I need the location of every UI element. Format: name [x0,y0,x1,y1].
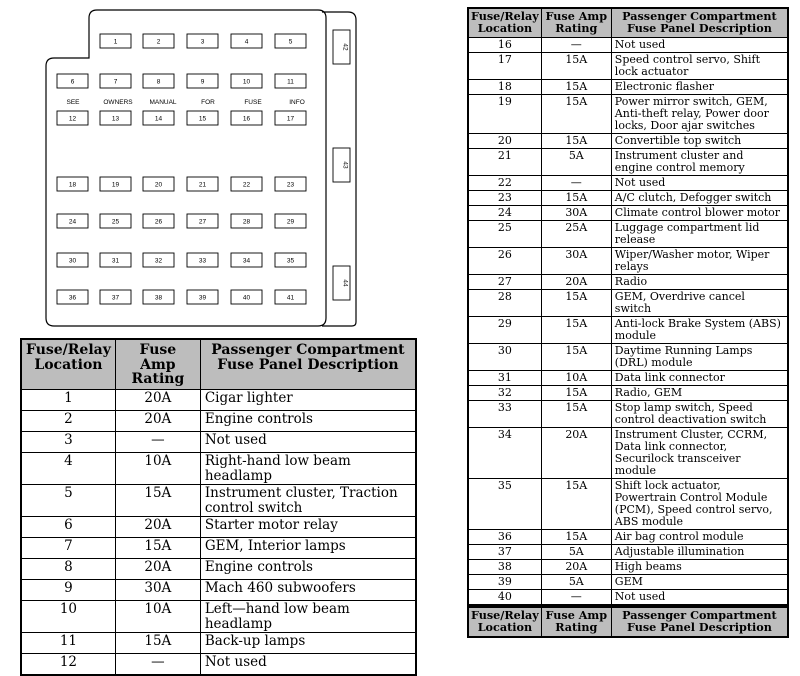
fuse-slot-27 [187,214,218,228]
fuse-number: 27 [198,218,207,226]
table-row [468,274,788,289]
fuse-slot-3 [187,34,218,48]
cell-location: 10 [21,601,115,633]
cell-location: 24 [468,205,541,220]
diagram-note-word: INFO [289,99,305,106]
table-header-row [468,8,788,37]
fuse-slot-14 [143,111,174,125]
fuse-slot-42 [333,30,350,64]
cell-location: 27 [468,274,541,289]
fuse-slot-38 [143,290,174,304]
header-description: Passenger Compartment Fuse Panel Description [200,339,416,390]
fuse-number: 43 [341,161,349,169]
cell-description: Engine controls [200,411,416,432]
cell-location: 26 [468,247,541,274]
cell-location: 25 [468,220,541,247]
cell-amp-rating: 15A [541,52,611,79]
fuse-number: 42 [341,43,349,51]
table-row [468,190,788,205]
cell-location: 19 [468,94,541,133]
cell-location: 30 [468,343,541,370]
fuse-number: 28 [242,218,251,226]
cell-location: 4 [21,453,115,485]
fuse-number: 1 [113,38,118,46]
cell-description: Engine controls [200,559,416,580]
cell-amp-rating: 20A [541,427,611,478]
cell-description: Radio, GEM [611,385,788,400]
table-row [21,580,416,601]
fuse-number: 2 [156,38,161,46]
cell-location: 18 [468,79,541,94]
fuse-table-left [20,338,417,676]
fuse-slot-6 [57,74,88,88]
fuse-slot-41 [275,290,306,304]
table-row [468,400,788,427]
cell-description: Cigar lighter [200,390,416,411]
fuse-slot-34 [231,253,262,267]
table-row [468,247,788,274]
cell-amp-rating: 15A [541,400,611,427]
cell-description: Speed control servo, Shift lock actuator [611,52,788,79]
fuse-slot-19 [100,177,131,191]
table-row [468,370,788,385]
fuse-number: 5 [288,38,293,46]
cell-amp-rating: — [115,654,200,676]
header-location: Fuse/Relay Location [468,607,541,637]
fuse-slot-7 [100,74,131,88]
table-row [468,589,788,605]
cell-location: 3 [21,432,115,453]
cell-description: Instrument cluster, Traction control switch [200,485,416,517]
cell-location: 31 [468,370,541,385]
cell-description: Air bag control module [611,529,788,544]
fuse-slot-35 [275,253,306,267]
fuse-slot-23 [275,177,306,191]
cell-amp-rating: 20A [541,274,611,289]
cell-amp-rating: 15A [541,316,611,343]
cell-description: Not used [611,589,788,605]
fuse-slot-31 [100,253,131,267]
cell-location: 1 [21,390,115,411]
cell-amp-rating: 30A [115,580,200,601]
cell-description: Data link connector [611,370,788,385]
fuse-number: 7 [113,78,118,86]
fuse-number: 19 [111,181,120,189]
cell-description: GEM, Interior lamps [200,538,416,559]
table-row [468,343,788,370]
fuse-number: 23 [286,181,295,189]
table-row [468,133,788,148]
cell-description: Adjustable illumination [611,544,788,559]
fuse-slot-39 [187,290,218,304]
fuse-number: 9 [200,78,205,86]
fuse-number: 36 [68,294,77,302]
fuse-slot-36 [57,290,88,304]
table-row [468,529,788,544]
table-row [468,574,788,589]
cell-amp-rating: 15A [541,133,611,148]
fuse-number: 4 [244,38,249,46]
fuse-number: 26 [154,218,163,226]
fuse-slot-17 [275,111,306,125]
table-row [468,385,788,400]
fuse-slot-29 [275,214,306,228]
diagram-note-word: SEE [66,99,80,106]
cell-description: Right-hand low beam headlamp [200,453,416,485]
fuse-number: 41 [286,294,295,302]
table-row [468,52,788,79]
table-row [468,289,788,316]
cell-amp-rating: 5A [541,148,611,175]
fuse-number: 37 [111,294,120,302]
fuse-slot-16 [231,111,262,125]
cell-amp-rating: 20A [115,390,200,411]
fuse-number: 18 [68,181,77,189]
fuse-number: 14 [154,115,163,123]
fuse-slot-20 [143,177,174,191]
cell-description: Instrument Cluster, CCRM, Data link connector, Securilock transceiver module [611,427,788,478]
fuse-slot-22 [231,177,262,191]
cell-location: 20 [468,133,541,148]
cell-location: 37 [468,544,541,559]
cell-amp-rating: 15A [541,289,611,316]
fuse-table-right [467,7,789,606]
cell-amp-rating: 30A [541,205,611,220]
fuse-number: 11 [287,78,294,86]
cell-description: Not used [611,37,788,52]
cell-amp-rating: 15A [541,79,611,94]
cell-location: 8 [21,559,115,580]
table-row [468,79,788,94]
cell-description: Daytime Running Lamps (DRL) module [611,343,788,370]
fuse-slot-26 [143,214,174,228]
cell-description: Convertible top switch [611,133,788,148]
cell-description: Not used [200,654,416,676]
fuse-number: 8 [156,78,161,86]
cell-location: 21 [468,148,541,175]
fuse-slot-37 [100,290,131,304]
cell-location: 40 [468,589,541,605]
header-amp-rating: Fuse Amp Rating [541,607,611,637]
cell-description: High beams [611,559,788,574]
fuse-slot-2 [143,34,174,48]
cell-description: Back-up lamps [200,633,416,654]
cell-description: Climate control blower motor [611,205,788,220]
cell-amp-rating: 15A [541,343,611,370]
cell-location: 2 [21,411,115,432]
fuse-slot-4 [231,34,262,48]
cell-location: 29 [468,316,541,343]
cell-amp-rating: 20A [541,559,611,574]
fuse-number: 17 [286,115,295,123]
table-row [468,559,788,574]
cell-description: Not used [200,432,416,453]
cell-description: Power mirror switch, GEM, Anti-theft relay, Power door locks, Door ajar switches [611,94,788,133]
cell-location: 12 [21,654,115,676]
cell-location: 38 [468,559,541,574]
table-row [21,559,416,580]
cell-location: 11 [21,633,115,654]
cell-amp-rating: 25A [541,220,611,247]
table-row [468,478,788,529]
fuse-number: 34 [242,257,251,265]
cell-amp-rating: 15A [541,478,611,529]
fuse-slot-11 [275,74,306,88]
fuse-number: 24 [68,218,77,226]
fuse-number: 16 [242,115,251,123]
cell-description: A/C clutch, Defogger switch [611,190,788,205]
cell-description: GEM, Overdrive cancel switch [611,289,788,316]
fuse-slot-28 [231,214,262,228]
cell-location: 35 [468,478,541,529]
table-row [21,633,416,654]
fuse-slot-44 [333,266,350,300]
table-row [21,453,416,485]
fuse-number: 31 [111,257,120,265]
fuse-slot-25 [100,214,131,228]
table-row [21,485,416,517]
table-row [468,220,788,247]
cell-location: 5 [21,485,115,517]
cell-amp-rating: 15A [541,190,611,205]
fuse-number: 35 [286,257,295,265]
fuse-number: 30 [68,257,77,265]
fuse-number: 40 [242,294,251,302]
cell-amp-rating: 10A [115,601,200,633]
header-location: Fuse/Relay Location [468,8,541,37]
diagram-note-word: FOR [201,99,215,106]
fuse-number: 13 [111,115,120,123]
cell-location: 17 [468,52,541,79]
cell-description: Stop lamp switch, Speed control deactivation switch [611,400,788,427]
fuse-number: 38 [154,294,163,302]
cell-amp-rating: 15A [541,94,611,133]
cell-amp-rating: 15A [115,538,200,559]
table-row [468,205,788,220]
cell-location: 6 [21,517,115,538]
cell-description: Anti-lock Brake System (ABS) module [611,316,788,343]
cell-location: 7 [21,538,115,559]
cell-amp-rating: 5A [541,544,611,559]
cell-amp-rating: 10A [541,370,611,385]
cell-location: 28 [468,289,541,316]
cell-amp-rating: 5A [541,574,611,589]
fuse-slot-32 [143,253,174,267]
fuse-number: 22 [242,181,251,189]
diagram-note-word: FUSE [244,99,262,106]
fuse-slot-10 [231,74,262,88]
cell-description: Shift lock actuator, Powertrain Control Module (PCM), Speed control servo, ABS module [611,478,788,529]
cell-amp-rating: 15A [115,633,200,654]
fuse-slot-5 [275,34,306,48]
cell-description: Wiper/Washer motor, Wiper relays [611,247,788,274]
cell-description: Instrument cluster and engine control memory [611,148,788,175]
table-row [468,427,788,478]
cell-amp-rating: — [541,175,611,190]
fuse-slot-8 [143,74,174,88]
table-row [468,544,788,559]
cell-amp-rating: 20A [115,517,200,538]
fuse-panel-housing [46,10,326,326]
fuse-slot-21 [187,177,218,191]
cell-amp-rating: — [541,37,611,52]
fuse-slot-24 [57,214,88,228]
cell-description: Electronic flasher [611,79,788,94]
cell-amp-rating: 20A [115,559,200,580]
fuse-number: 3 [200,38,205,46]
fuse-slot-30 [57,253,88,267]
table-row [21,432,416,453]
cell-location: 22 [468,175,541,190]
cell-description: Mach 460 subwoofers [200,580,416,601]
fuse-number: 10 [242,78,251,86]
fuse-number: 6 [70,78,75,86]
cell-amp-rating: 10A [115,453,200,485]
fuse-slot-13 [100,111,131,125]
cell-description: Luggage compartment lid release [611,220,788,247]
fuse-slot-9 [187,74,218,88]
cell-description: GEM [611,574,788,589]
cell-amp-rating: — [541,589,611,605]
cell-amp-rating: 30A [541,247,611,274]
table-header-row [21,339,416,390]
cell-amp-rating: — [115,432,200,453]
header-description: Passenger Compartment Fuse Panel Description [611,607,788,637]
fuse-slot-43 [333,148,350,182]
table-row [468,175,788,190]
cell-amp-rating: 15A [541,385,611,400]
cell-location: 16 [468,37,541,52]
table-row [21,601,416,633]
fuse-table-continued [467,606,789,638]
fuse-slot-12 [57,111,88,125]
fuse-number: 32 [154,257,163,265]
fuse-slot-40 [231,290,262,304]
cell-description: Not used [611,175,788,190]
table-row [468,316,788,343]
cell-amp-rating: 20A [115,411,200,432]
table-row [21,411,416,432]
table-row [468,94,788,133]
fuse-number: 39 [198,294,207,302]
header-amp-rating: Fuse Amp Rating [541,8,611,37]
header-location: Fuse/Relay Location [21,339,115,390]
fuse-number: 25 [111,218,120,226]
table-row [21,654,416,676]
cell-description: Starter motor relay [200,517,416,538]
cell-amp-rating: 15A [115,485,200,517]
fuse-number: 12 [68,115,77,123]
cell-description: Radio [611,274,788,289]
header-description: Passenger Compartment Fuse Panel Description [611,8,788,37]
table-row [21,517,416,538]
cell-location: 39 [468,574,541,589]
fuse-panel-diagram [0,0,420,330]
table-row [21,538,416,559]
header-amp-rating: Fuse Amp Rating [115,339,200,390]
fuse-number: 33 [198,257,207,265]
fuse-slot-18 [57,177,88,191]
fuse-number: 29 [286,218,295,226]
diagram-note-word: OWNERS [103,99,133,106]
cell-location: 23 [468,190,541,205]
cell-location: 9 [21,580,115,601]
cell-location: 33 [468,400,541,427]
cell-location: 36 [468,529,541,544]
fuse-slot-33 [187,253,218,267]
table-row [468,148,788,175]
fuse-number: 20 [154,181,163,189]
table-header-row [468,607,788,637]
table-row [21,390,416,411]
fuse-slot-1 [100,34,131,48]
fuse-number: 15 [198,115,207,123]
fuse-number: 21 [198,181,207,189]
cell-amp-rating: 15A [541,529,611,544]
fuse-number: 44 [341,279,349,287]
table-row [468,37,788,52]
cell-location: 34 [468,427,541,478]
diagram-note-word: MANUAL [149,99,177,106]
cell-description: Left—hand low beam headlamp [200,601,416,633]
fuse-slot-15 [187,111,218,125]
cell-location: 32 [468,385,541,400]
